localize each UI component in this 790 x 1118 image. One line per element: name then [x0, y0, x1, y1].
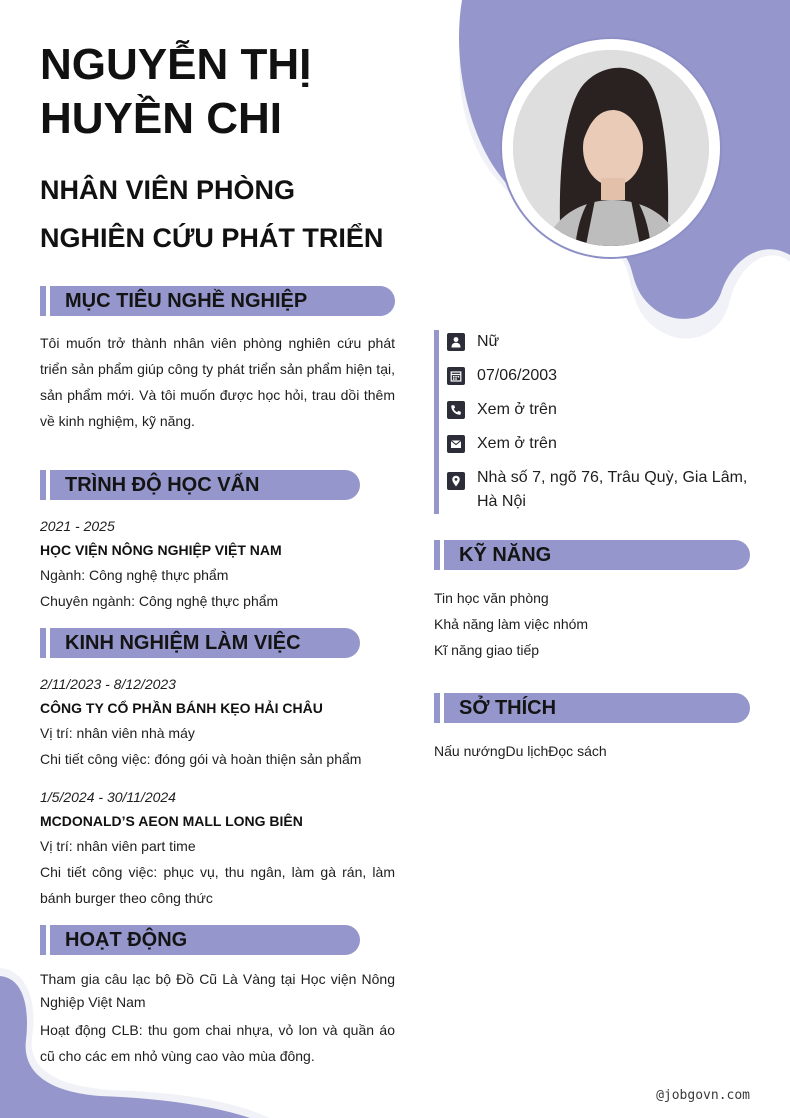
objective-heading-label: MỤC TIÊU NGHỀ NGHIỆP: [50, 286, 395, 316]
education-heading-label: TRÌNH ĐỘ HỌC VẤN: [50, 470, 360, 500]
education-entry: [40, 516, 395, 614]
birthday-value: 07/06/2003: [477, 367, 558, 384]
experience-position: Vị trí: nhân viên nhà máy: [40, 725, 195, 741]
objective-text: Tôi muốn trở thành nhân viên phòng nghiên cứu phát triển sản phẩm giúp công ty phát triển sản phẩm hiện tại, sản phẩm mới. Và tôi muốn được học hỏi, trau dồi thêm về kinh nghiệm, kỹ năng.: [40, 335, 395, 429]
candidate-name: [40, 38, 460, 146]
contact-birthday: [447, 364, 754, 388]
location-pin-icon: [447, 472, 465, 490]
job-title-line-2: NGHIÊN CỨU PHÁT TRIỂN: [40, 223, 384, 253]
contact-info: [434, 330, 754, 514]
job-title: [40, 166, 460, 262]
education-major: Ngành: Công nghệ thực phẩm: [40, 567, 229, 583]
skills-heading-label: KỸ NĂNG: [444, 540, 750, 570]
envelope-icon: [447, 435, 465, 453]
contact-email: [447, 432, 754, 456]
education-specialization: Chuyên ngành: Công nghệ thực phẩm: [40, 593, 279, 609]
experience-entry: [40, 787, 395, 911]
skill-item: Kĩ năng giao tiếp: [434, 642, 540, 658]
experience-company: CÔNG TY CỔ PHẦN BÁNH KẸO HẢI CHÂU: [40, 700, 323, 716]
activities-line-1: Tham gia câu lạc bộ Đồ Cũ Là Vàng tại Học viện Nông Nghiệp Việt Nam: [40, 971, 395, 1010]
experience-period: 1/5/2024 - 30/11/2024: [40, 789, 176, 805]
profile-photo-frame: [500, 37, 722, 259]
skill-item: Tin học văn phòng: [434, 590, 549, 606]
experience-position: Vị trí: nhân viên part time: [40, 838, 196, 854]
hobbies-text: Nấu nướngDu lịchĐọc sách: [434, 743, 607, 759]
watermark: @jobgovn.com: [656, 1088, 750, 1103]
contact-phone: [447, 398, 754, 422]
activities-text: [40, 968, 395, 1069]
experience-heading-label: KINH NGHIỆM LÀM VIỆC: [50, 628, 360, 658]
calendar-icon: [447, 367, 465, 385]
name-line-1: NGUYỄN THỊ: [40, 40, 312, 89]
name-line-2: HUYỀN CHI: [40, 94, 283, 143]
contact-address: [447, 466, 754, 514]
hobbies-heading-label: SỞ THÍCH: [444, 693, 750, 723]
profile-photo: [513, 50, 709, 246]
objective-heading: [40, 286, 395, 316]
skills-list: [434, 585, 754, 663]
experience-details: Chi tiết công việc: đóng gói và hoàn thiện sản phẩm: [40, 751, 362, 767]
phone-icon: [447, 401, 465, 419]
education-period: 2021 - 2025: [40, 518, 115, 534]
education-school: HỌC VIỆN NÔNG NGHIỆP VIỆT NAM: [40, 542, 282, 558]
activities-heading-label: HOẠT ĐỘNG: [50, 925, 360, 955]
activities-line-2: Hoạt động CLB: thu gom chai nhựa, vỏ lon và quần áo cũ cho các em nhỏ vùng cao vào mùa đông.: [40, 1022, 395, 1064]
gender-value: Nữ: [477, 333, 500, 350]
address-value: Nhà số 7, ngõ 76, Trâu Quỳ, Gia Lâm, Hà Nội: [477, 469, 748, 510]
skill-item: Khả năng làm việc nhóm: [434, 616, 589, 632]
job-title-line-1: NHÂN VIÊN PHÒNG: [40, 175, 296, 205]
experience-company: MCDONALD’S AEON MALL LONG BIÊN: [40, 813, 303, 829]
hobbies-list: [434, 738, 754, 764]
education-heading: [40, 470, 360, 500]
experience-heading: [40, 628, 360, 658]
experience-entry: [40, 674, 395, 772]
hobbies-heading: [434, 693, 750, 723]
activities-heading: [40, 925, 360, 955]
skills-heading: [434, 540, 750, 570]
experience-period: 2/11/2023 - 8/12/2023: [40, 676, 176, 692]
phone-value: Xem ở trên: [477, 401, 557, 418]
experience-details: Chi tiết công việc: phục vụ, thu ngân, làm gà rán, làm bánh burger theo công thức: [40, 864, 395, 906]
person-icon: [447, 333, 465, 351]
contact-gender: [447, 330, 754, 354]
email-value: Xem ở trên: [477, 435, 557, 452]
